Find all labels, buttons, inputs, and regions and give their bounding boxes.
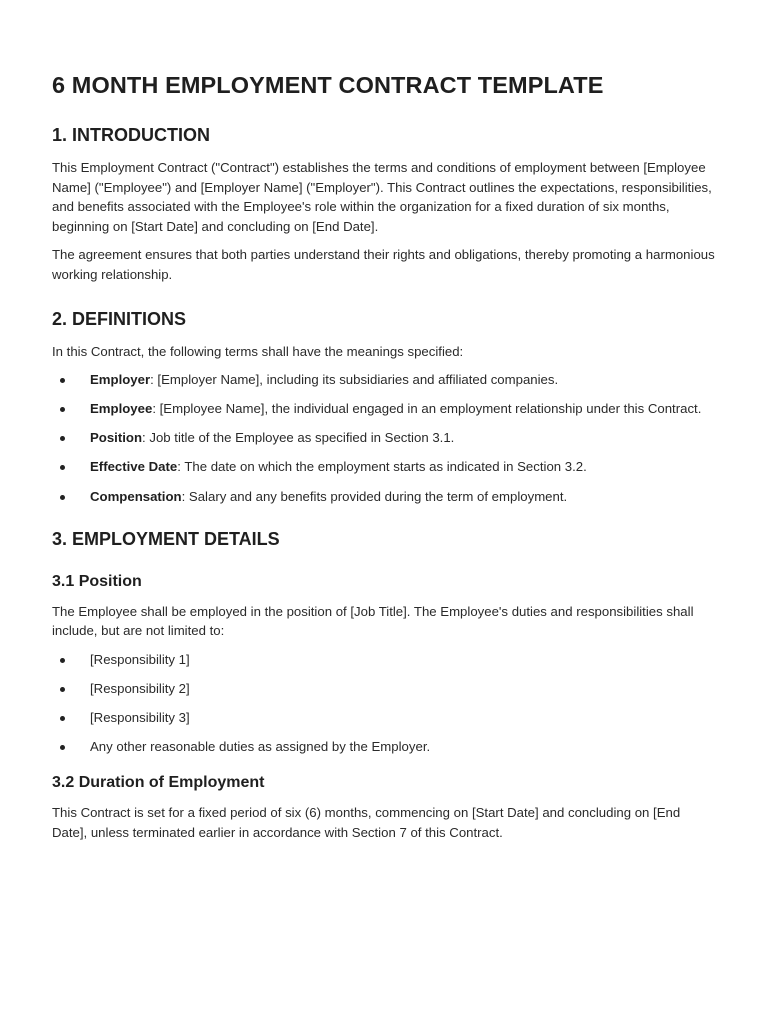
subsection-heading-position: 3.1 Position [52, 572, 142, 590]
position-paragraph: The Employee shall be employed in the position of [Job Title]. The Employee's duties and responsibilities shall include, but are not limited to: [52, 603, 694, 639]
responsibility-text: [Responsibility 3] [90, 710, 190, 725]
definitions-list [52, 370, 718, 506]
bullet-icon [60, 436, 65, 441]
definition-text: : Salary and any benefits provided during the term of employment. [181, 488, 568, 504]
document-title: 6 MONTH EMPLOYMENT CONTRACT TEMPLATE [52, 72, 604, 98]
definition-text: : [Employee Name], the individual engaged in an employment relationship under this Contract. [152, 401, 702, 417]
definition-item [52, 399, 718, 419]
responsibility-text: [Responsibility 2] [90, 680, 190, 696]
definition-text: : Job title of the Employee as specified in Section 3.1. [142, 430, 455, 446]
definition-item [52, 487, 718, 507]
responsibility-item [52, 650, 718, 670]
responsibility-text: Any other reasonable duties as assigned by the Employer. [90, 739, 431, 755]
responsibility-item [52, 679, 718, 699]
bullet-icon [60, 378, 65, 383]
definition-term: Position [90, 430, 143, 446]
definition-item [52, 370, 718, 390]
responsibility-item [52, 708, 718, 728]
definition-text: : The date on which the employment starts as indicated in Section 3.2. [177, 459, 587, 475]
introduction-paragraph-1: This Employment Contract ("Contract") establishes the terms and conditions of employment between [Employee Name] ("Employee") and [Employer Name] ("Employer"). This Contract outlines the expectations, responsibilities, and benefits associated with the Employee's role within the organization for a fixed duration of six months, beginning on [Start Date] and concluding on [End Date]. [52, 160, 712, 234]
definition-item [52, 457, 718, 477]
bullet-icon [60, 745, 65, 750]
section-heading-definitions: 2. DEFINITIONS [52, 308, 187, 329]
responsibility-item [52, 737, 718, 757]
bullet-icon [60, 658, 65, 663]
section-heading-employment-details: 3. EMPLOYMENT DETAILS [52, 528, 280, 549]
definitions-intro: In this Contract, the following terms shall have the meanings specified: [52, 343, 464, 359]
definition-term: Compensation [90, 488, 182, 504]
definition-text: : [Employer Name], including its subsidiaries and affiliated companies. [150, 372, 559, 388]
responsibility-text: [Responsibility 1] [90, 651, 190, 667]
duration-paragraph: This Contract is set for a fixed period of six (6) months, commencing on [Start Date] and concluding on [End Date], unless terminated earlier in accordance with Section 7 of this Contract. [52, 805, 681, 840]
definition-term: Effective Date [90, 459, 178, 475]
subsection-heading-duration: 3.2 Duration of Employment [52, 774, 265, 792]
bullet-icon [60, 465, 65, 470]
bullet-icon [60, 407, 65, 412]
section-heading-introduction: 1. INTRODUCTION [52, 125, 211, 145]
bullet-icon [60, 687, 65, 692]
introduction-paragraph-2: The agreement ensures that both parties understand their rights and obligations, thereby promoting a harmonious working relationship. [52, 247, 715, 282]
definition-term: Employee [90, 401, 153, 417]
bullet-icon [60, 716, 65, 721]
bullet-icon [60, 495, 65, 500]
responsibilities-list [52, 650, 718, 757]
definition-item [52, 428, 718, 448]
definition-term: Employer [90, 372, 151, 388]
